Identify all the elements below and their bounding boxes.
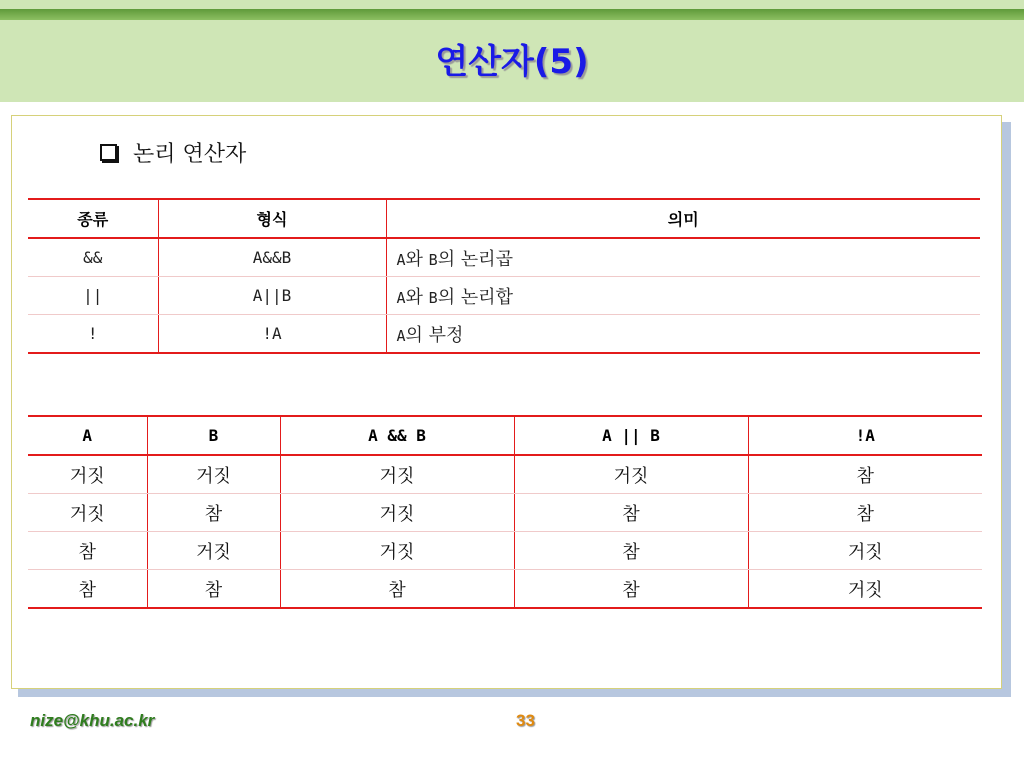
page-number: 33 bbox=[516, 711, 535, 730]
section-heading-text: 논리 연산자 bbox=[133, 142, 247, 167]
operator-form: !A bbox=[158, 315, 386, 354]
header-cell: A bbox=[28, 416, 147, 455]
table-row bbox=[28, 570, 982, 609]
meaning-mid: 와 bbox=[405, 248, 429, 270]
header-cell: 의미 bbox=[386, 199, 980, 238]
table-header-row bbox=[28, 199, 980, 238]
operand-b: B bbox=[428, 250, 438, 269]
footer-email: nize@khu.ac.kr bbox=[30, 711, 155, 730]
operator-kind: ! bbox=[87, 324, 98, 343]
table-cell: 참 bbox=[748, 455, 982, 494]
operator-form: A||B bbox=[158, 277, 386, 315]
table-cell: 참 bbox=[514, 532, 748, 570]
table-cell: 거짓 bbox=[147, 455, 280, 494]
table-cell: 거짓 bbox=[280, 532, 514, 570]
checkbox-bullet-icon bbox=[100, 144, 117, 161]
meaning-end: 의 부정 bbox=[405, 324, 464, 346]
table-cell: 참 bbox=[147, 570, 280, 609]
table-row bbox=[28, 455, 982, 494]
operand-a: A bbox=[396, 250, 406, 269]
operator-meaning bbox=[386, 277, 980, 315]
header-cell: A || B bbox=[514, 416, 748, 455]
operand-b: B bbox=[428, 288, 438, 307]
meaning-end: 의 논리합 bbox=[437, 286, 513, 308]
table-cell: 거짓 bbox=[748, 570, 982, 609]
table-row bbox=[28, 238, 980, 277]
header-cell: A && B bbox=[280, 416, 514, 455]
table-cell: 거짓 bbox=[514, 455, 748, 494]
table-cell: 거짓 bbox=[147, 532, 280, 570]
table-cell: 참 bbox=[147, 494, 280, 532]
operator-meaning bbox=[386, 238, 980, 277]
table-row bbox=[28, 494, 982, 532]
header-top-stripe bbox=[0, 9, 1024, 20]
operator-kind: && bbox=[28, 238, 158, 277]
table-cell: 참 bbox=[514, 494, 748, 532]
table-cell: 참 bbox=[280, 570, 514, 609]
table-cell: 참 bbox=[748, 494, 982, 532]
operators-table bbox=[28, 198, 980, 354]
operand-a: A bbox=[396, 326, 406, 345]
section-heading bbox=[100, 137, 246, 168]
table-cell: 거짓 bbox=[280, 455, 514, 494]
meaning-mid: 와 bbox=[405, 286, 429, 308]
header-cell: 종류 bbox=[28, 199, 158, 238]
operator-meaning bbox=[386, 315, 980, 354]
slide-title: 연산자(5) bbox=[435, 42, 589, 82]
header-cell: B bbox=[147, 416, 280, 455]
operator-form: A&&B bbox=[158, 238, 386, 277]
meaning-end: 의 논리곱 bbox=[437, 248, 513, 270]
operand-a: A bbox=[396, 288, 406, 307]
table-row bbox=[28, 277, 980, 315]
table-cell: 참 bbox=[514, 570, 748, 609]
table-cell: 거짓 bbox=[28, 494, 147, 532]
table-cell: 참 bbox=[28, 532, 147, 570]
table-row bbox=[28, 315, 980, 354]
truth-table bbox=[28, 415, 982, 609]
header-cell: 형식 bbox=[158, 199, 386, 238]
table-cell: 거짓 bbox=[280, 494, 514, 532]
table-cell: 참 bbox=[78, 579, 96, 601]
table-cell: 거짓 bbox=[748, 532, 982, 570]
table-cell: 거짓 bbox=[28, 455, 147, 494]
table-header-row bbox=[28, 416, 982, 455]
header-cell: !A bbox=[748, 416, 982, 455]
operator-kind: || bbox=[28, 277, 158, 315]
table-row bbox=[28, 532, 982, 570]
